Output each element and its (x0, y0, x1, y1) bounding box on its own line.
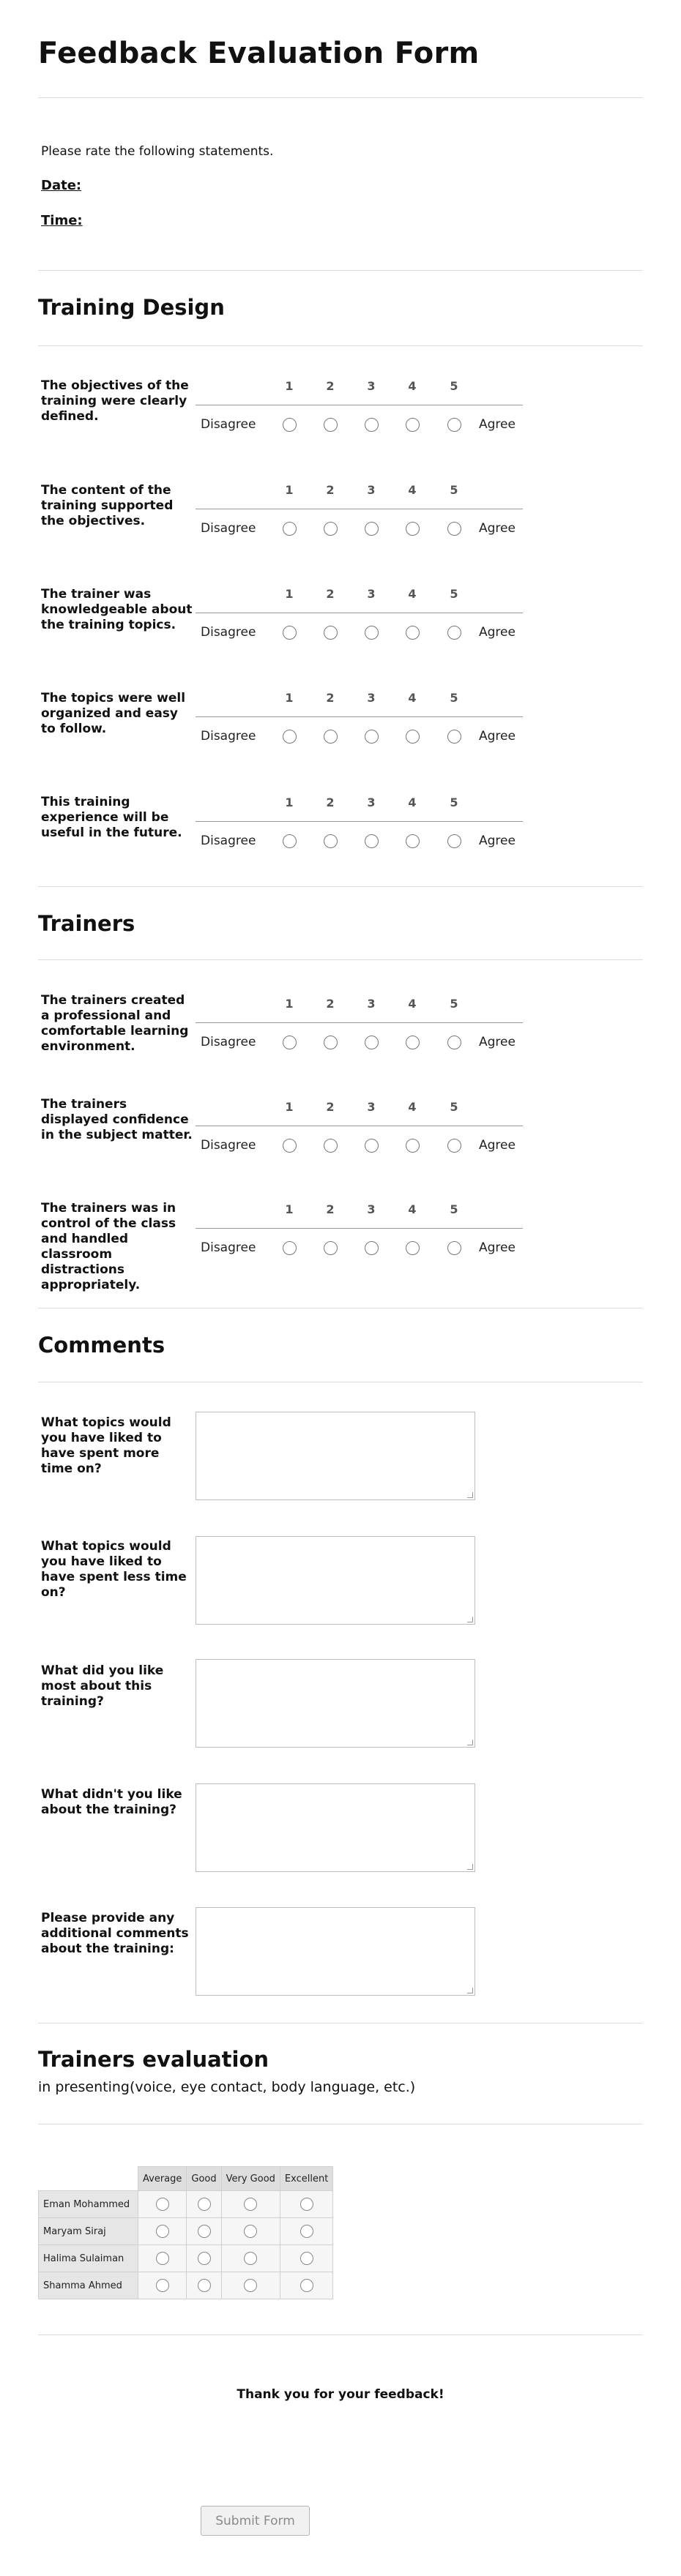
scale-number: 1 (285, 997, 294, 1011)
question-label: The trainer was knowledgeable about the training topics. (41, 587, 193, 632)
comment-question-label: What did you like most about this training? (41, 1663, 164, 1709)
rating-radio[interactable] (406, 834, 420, 848)
section-trainers: Trainers (38, 911, 135, 936)
rating-radio[interactable] (283, 1139, 297, 1153)
matrix-cell (138, 2245, 187, 2272)
rating-radio[interactable] (283, 730, 297, 744)
rating-radio[interactable] (365, 834, 379, 848)
matrix-corner (39, 2167, 138, 2191)
matrix-cell (138, 2218, 187, 2245)
question-label: The topics were well organized and easy to follow. (41, 691, 186, 736)
scale-number: 5 (450, 483, 458, 497)
comment-question-label: What didn't you like about the training? (41, 1787, 182, 1817)
intro-text: Please rate the following statements. (41, 144, 274, 159)
scale-number: 5 (450, 1100, 458, 1114)
comment-question-label: What topics would you have liked to have spent more time on? (41, 1415, 171, 1476)
rating-radio[interactable] (406, 1241, 420, 1255)
rating-radio[interactable] (447, 1036, 461, 1049)
matrix-radio[interactable] (244, 2225, 257, 2238)
scale-number: 1 (285, 379, 294, 393)
scale-low-label: Disagree (201, 1240, 256, 1255)
rating-radio[interactable] (365, 1036, 379, 1049)
scale-number: 3 (367, 691, 376, 705)
scale-high-label: Agree (479, 521, 516, 536)
question-label: The content of the training supported the objectives. (41, 483, 174, 528)
rating-radio[interactable] (406, 626, 420, 640)
scale-number: 1 (285, 483, 294, 497)
scale-low-label: Disagree (201, 417, 256, 432)
matrix-cell (280, 2218, 332, 2245)
resize-handle-icon[interactable] (467, 1617, 473, 1622)
scale-number: 4 (408, 1202, 417, 1216)
matrix-radio[interactable] (300, 2225, 313, 2238)
divider (38, 886, 643, 887)
scale-low-label: Disagree (201, 1138, 256, 1153)
scale-number: 5 (450, 997, 458, 1011)
question-label: The trainers created a professional and comfortable learning environment. (41, 993, 189, 1054)
matrix-cell (187, 2191, 221, 2218)
matrix-radio[interactable] (198, 2225, 211, 2238)
section-subtitle: in presenting(voice, eye contact, body language, etc.) (38, 2079, 416, 2095)
matrix-row (39, 2272, 333, 2299)
matrix-radio[interactable] (156, 2279, 169, 2292)
matrix-radio[interactable] (198, 2198, 211, 2211)
scale-divider (196, 821, 523, 822)
rating-radio[interactable] (406, 1139, 420, 1153)
matrix-cell (138, 2191, 187, 2218)
comment-textarea[interactable] (196, 1536, 475, 1625)
rating-radio[interactable] (406, 730, 420, 744)
matrix-cell (280, 2245, 332, 2272)
rating-radio[interactable] (365, 626, 379, 640)
matrix-row (39, 2218, 333, 2245)
matrix-cell (187, 2245, 221, 2272)
form-title: Feedback Evaluation Form (38, 37, 480, 70)
scale-high-label: Agree (479, 1035, 516, 1049)
rating-radio[interactable] (365, 522, 379, 536)
scale-number: 3 (367, 795, 376, 809)
scale-divider (196, 1022, 523, 1023)
matrix-radio[interactable] (244, 2279, 257, 2292)
rating-radio[interactable] (447, 730, 461, 744)
rating-radio[interactable] (324, 522, 338, 536)
matrix-radio[interactable] (244, 2198, 257, 2211)
comment-textarea[interactable] (196, 1412, 475, 1500)
divider (38, 270, 643, 271)
matrix-column-header: Very Good (221, 2167, 280, 2191)
rating-radio[interactable] (283, 418, 297, 432)
rating-radio[interactable] (365, 730, 379, 744)
matrix-radio[interactable] (156, 2198, 169, 2211)
scale-low-label: Disagree (201, 1035, 256, 1049)
matrix-cell (138, 2272, 187, 2299)
comment-textarea[interactable] (196, 1783, 475, 1872)
submit-button[interactable]: Submit Form (201, 2506, 310, 2536)
rating-radio[interactable] (283, 522, 297, 536)
resize-handle-icon[interactable] (467, 1864, 473, 1870)
rating-radio[interactable] (324, 418, 338, 432)
rating-radio[interactable] (365, 1139, 379, 1153)
matrix-cell (221, 2191, 280, 2218)
scale-number: 4 (408, 379, 417, 393)
scale-low-label: Disagree (201, 834, 256, 848)
scale-high-label: Agree (479, 729, 516, 744)
matrix-cell (221, 2218, 280, 2245)
question-label: The objectives of the training were clearly defined. (41, 378, 189, 424)
scale-number: 5 (450, 691, 458, 705)
rating-radio[interactable] (324, 730, 338, 744)
scale-number: 3 (367, 379, 376, 393)
scale-number: 2 (326, 379, 335, 393)
scale-number: 3 (367, 587, 376, 601)
scale-number: 2 (326, 1202, 335, 1216)
resize-handle-icon[interactable] (467, 1740, 473, 1745)
matrix-cell (280, 2272, 332, 2299)
rating-radio[interactable] (283, 834, 297, 848)
rating-radio[interactable] (324, 834, 338, 848)
scale-number: 2 (326, 997, 335, 1011)
scale-low-label: Disagree (201, 729, 256, 744)
scale-number: 5 (450, 379, 458, 393)
divider (38, 345, 643, 346)
scale-number: 5 (450, 587, 458, 601)
matrix-cell (280, 2191, 332, 2218)
rating-radio[interactable] (324, 626, 338, 640)
matrix-cell (187, 2272, 221, 2299)
matrix-column-header: Excellent (280, 2167, 332, 2191)
scale-number: 2 (326, 691, 335, 705)
comment-question-label: What topics would you have liked to have spent less time on? (41, 1539, 187, 1600)
scale-low-label: Disagree (201, 521, 256, 536)
rating-radio[interactable] (447, 418, 461, 432)
rating-radio[interactable] (406, 522, 420, 536)
divider (38, 97, 643, 98)
scale-high-label: Agree (479, 834, 516, 848)
matrix-cell (221, 2245, 280, 2272)
matrix-row-label: Maryam Siraj (39, 2218, 138, 2245)
matrix-radio[interactable] (156, 2225, 169, 2238)
question-label: The trainers was in control of the class and handled classroom distractions appropriately. (41, 1201, 176, 1292)
rating-radio[interactable] (365, 418, 379, 432)
question-label: This training experience will be useful in the future. (41, 795, 182, 840)
divider (38, 2334, 643, 2335)
scale-number: 5 (450, 1202, 458, 1216)
rating-radio[interactable] (283, 626, 297, 640)
matrix-radio[interactable] (244, 2252, 257, 2265)
scale-high-label: Agree (479, 417, 516, 432)
rating-radio[interactable] (324, 1139, 338, 1153)
matrix-row-label: Eman Mohammed (39, 2191, 138, 2218)
rating-radio[interactable] (447, 1139, 461, 1153)
trainers-evaluation-matrix (38, 2166, 333, 2299)
rating-radio[interactable] (324, 1036, 338, 1049)
scale-number: 4 (408, 483, 417, 497)
rating-radio[interactable] (283, 1036, 297, 1049)
scale-number: 5 (450, 795, 458, 809)
scale-number: 2 (326, 483, 335, 497)
scale-number: 4 (408, 795, 417, 809)
scale-number: 2 (326, 795, 335, 809)
matrix-radio[interactable] (300, 2198, 313, 2211)
scale-number: 1 (285, 587, 294, 601)
section-training-design: Training Design (38, 295, 225, 320)
rating-radio[interactable] (406, 1036, 420, 1049)
scale-divider (196, 716, 523, 717)
matrix-cell (187, 2218, 221, 2245)
resize-handle-icon[interactable] (467, 1988, 473, 1993)
section-comments: Comments (38, 1333, 165, 1358)
section-trainers-evaluation: Trainers evaluation (38, 2047, 269, 2072)
scale-number: 4 (408, 997, 417, 1011)
date-label[interactable]: Date: (41, 178, 82, 193)
scale-number: 1 (285, 1202, 294, 1216)
comment-textarea[interactable] (196, 1659, 475, 1748)
scale-number: 2 (326, 1100, 335, 1114)
matrix-row-label: Halima Sulaiman (39, 2245, 138, 2272)
scale-number: 1 (285, 1100, 294, 1114)
matrix-radio[interactable] (198, 2279, 211, 2292)
rating-radio[interactable] (447, 1241, 461, 1255)
matrix-cell (221, 2272, 280, 2299)
rating-radio[interactable] (447, 626, 461, 640)
comment-question-label: Please provide any additional comments about the training: (41, 1911, 189, 1956)
scale-number: 3 (367, 483, 376, 497)
scale-high-label: Agree (479, 625, 516, 640)
scale-number: 1 (285, 691, 294, 705)
resize-handle-icon[interactable] (467, 1492, 473, 1498)
comment-textarea[interactable] (196, 1907, 475, 1996)
matrix-radio[interactable] (300, 2279, 313, 2292)
scale-number: 1 (285, 795, 294, 809)
time-label[interactable]: Time: (41, 213, 83, 228)
scale-high-label: Agree (479, 1138, 516, 1153)
scale-number: 3 (367, 1202, 376, 1216)
scale-high-label: Agree (479, 1240, 516, 1255)
scale-divider (196, 1228, 523, 1229)
thank-you-text: Thank you for your feedback! (237, 2387, 444, 2402)
matrix-column-header: Good (187, 2167, 221, 2191)
rating-radio[interactable] (447, 522, 461, 536)
scale-number: 3 (367, 1100, 376, 1114)
matrix-row-label: Shamma Ahmed (39, 2272, 138, 2299)
matrix-radio[interactable] (300, 2252, 313, 2265)
matrix-radio[interactable] (198, 2252, 211, 2265)
matrix-row (39, 2245, 333, 2272)
scale-number: 4 (408, 587, 417, 601)
rating-radio[interactable] (447, 834, 461, 848)
rating-radio[interactable] (406, 418, 420, 432)
scale-number: 2 (326, 587, 335, 601)
scale-number: 3 (367, 997, 376, 1011)
rating-radio[interactable] (365, 1241, 379, 1255)
rating-radio[interactable] (283, 1241, 297, 1255)
matrix-column-header: Average (138, 2167, 187, 2191)
matrix-radio[interactable] (156, 2252, 169, 2265)
rating-radio[interactable] (324, 1241, 338, 1255)
matrix-row (39, 2191, 333, 2218)
scale-number: 4 (408, 691, 417, 705)
scale-low-label: Disagree (201, 625, 256, 640)
divider (38, 959, 643, 960)
matrix-header-row (39, 2167, 333, 2191)
question-label: The trainers displayed confidence in the subject matter. (41, 1097, 193, 1142)
scale-number: 4 (408, 1100, 417, 1114)
